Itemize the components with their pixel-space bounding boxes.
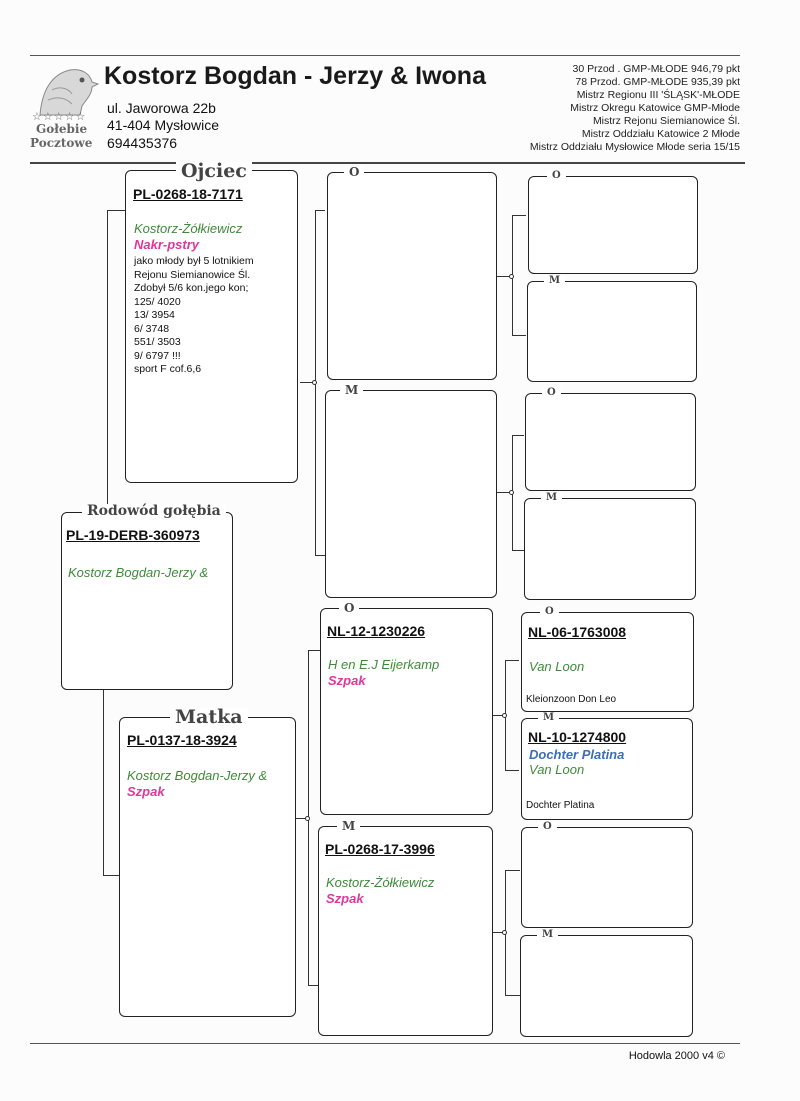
connector-knob bbox=[502, 713, 507, 718]
mf-breeder: H en E.J Eijerkamp bbox=[328, 657, 440, 672]
mf-ring: NL-12-1230226 bbox=[327, 623, 426, 639]
note-line: Zdobył 5/6 kon.jego kon; bbox=[134, 282, 249, 294]
achievements-list bbox=[530, 63, 740, 154]
mother-color: Szpak bbox=[127, 784, 165, 799]
mm-card[interactable] bbox=[318, 819, 493, 1036]
mfm-breeder: Van Loon bbox=[529, 762, 585, 777]
note-line: 6/ 3748 bbox=[134, 322, 170, 335]
connector-knob bbox=[502, 930, 507, 935]
mff-breeder: Van Loon bbox=[529, 659, 585, 674]
address-line1: ul. Jaworowa 22b bbox=[107, 100, 216, 116]
father-card[interactable] bbox=[125, 160, 298, 483]
achievement: 78 Przod. GMP-MŁODE 935,39 pkt bbox=[575, 76, 740, 88]
note-line: jako młody był 5 lotnikiem bbox=[134, 255, 254, 267]
note-line: 551/ 3503 bbox=[134, 336, 181, 348]
ff-tag: O bbox=[344, 166, 364, 178]
mm-breeder: Kostorz-Żółkiewicz bbox=[326, 875, 435, 890]
connector bbox=[512, 215, 526, 216]
mfm-ring: NL-10-1274800 bbox=[528, 729, 627, 745]
connector bbox=[107, 210, 125, 211]
fm-tag: M bbox=[340, 384, 363, 396]
connector bbox=[308, 650, 320, 651]
mf-color: Szpak bbox=[328, 673, 366, 688]
mmm-tag: M bbox=[537, 930, 558, 940]
mmf-tag: O bbox=[538, 822, 557, 832]
subject-ring: PL-19-DERB-360973 bbox=[66, 527, 200, 543]
fff-tag: O bbox=[547, 171, 566, 181]
mfm-tag: M bbox=[538, 713, 559, 723]
mfm-note: Dochter Platina bbox=[526, 800, 595, 811]
mm-tag: M bbox=[337, 820, 360, 832]
address-line2: 41-404 Mysłowice bbox=[107, 117, 220, 133]
connector bbox=[512, 550, 524, 551]
note-line: Rejonu Siemianowice Śl. bbox=[134, 268, 251, 281]
header-bottom-rule bbox=[30, 162, 745, 164]
achievement: 30 Przod . GMP-MŁODE 946,79 pkt bbox=[572, 63, 740, 75]
mother-ring: PL-0137-18-3924 bbox=[127, 732, 237, 748]
achievement: Mistrz Oddziału Katowice 2 Młode bbox=[581, 128, 740, 140]
connector bbox=[505, 770, 519, 771]
subject-owner: Kostorz Bogdan-Jerzy & bbox=[68, 565, 209, 580]
mf-card[interactable] bbox=[320, 601, 493, 815]
mother-tag: Matka bbox=[170, 708, 248, 727]
mfm-card[interactable] bbox=[521, 712, 693, 820]
achievement: Mistrz Rejonu Siemianowice Śl. bbox=[592, 115, 740, 127]
mff-tag: O bbox=[540, 607, 559, 617]
note-line: 125/ 4020 bbox=[134, 295, 181, 308]
connector bbox=[505, 870, 520, 871]
ffm-card[interactable] bbox=[527, 275, 697, 382]
connector bbox=[315, 555, 325, 556]
logo-line2: Pocztowe bbox=[30, 136, 93, 150]
achievement: Mistrz Oddziału Mysłowice Młode seria 15/15 bbox=[529, 141, 740, 153]
note-line: 13/ 3954 bbox=[134, 309, 175, 321]
fm-card[interactable] bbox=[325, 383, 497, 598]
breeder-name: Kostorz Bogdan - Jerzy & Iwona bbox=[104, 62, 486, 90]
mm-ring: PL-0268-17-3996 bbox=[325, 841, 435, 857]
note-line: sport F cof.6,6 bbox=[134, 363, 202, 375]
subject-tag: Rodowód gołębia bbox=[82, 504, 226, 518]
connector bbox=[103, 690, 104, 875]
logo-line1: Gołebie bbox=[36, 122, 88, 136]
subject-card[interactable] bbox=[61, 503, 233, 690]
fmm-card[interactable] bbox=[524, 492, 696, 600]
fmf-card[interactable] bbox=[525, 387, 696, 491]
mfm-name: Dochter Platina bbox=[529, 747, 625, 762]
connector bbox=[107, 210, 108, 510]
mff-card[interactable] bbox=[521, 606, 694, 712]
footer-credit: Hodowla 2000 v4 © bbox=[628, 1050, 725, 1062]
father-breeder: Kostorz-Żółkiewicz bbox=[134, 221, 243, 236]
connector bbox=[512, 335, 526, 336]
fmf-tag: O bbox=[542, 388, 561, 398]
mmf-card[interactable] bbox=[521, 821, 693, 928]
connector-knob bbox=[509, 274, 514, 279]
connector bbox=[315, 210, 325, 211]
ff-card[interactable] bbox=[327, 165, 497, 380]
connector-knob bbox=[509, 490, 514, 495]
mother-card[interactable] bbox=[119, 706, 296, 1017]
achievement: Mistrz Okregu Katowice GMP-Młode bbox=[570, 102, 740, 114]
connector-knob bbox=[312, 380, 317, 385]
mff-note: Kleionzoon Don Leo bbox=[526, 694, 617, 705]
mother-breeder: Kostorz Bogdan-Jerzy & bbox=[127, 768, 268, 783]
fff-card[interactable] bbox=[528, 170, 698, 274]
logo-stars: ☆☆☆☆☆ bbox=[32, 111, 87, 123]
father-ring: PL-0268-18-7171 bbox=[133, 186, 243, 202]
connector bbox=[505, 995, 520, 996]
fmm-tag: M bbox=[541, 493, 562, 503]
mmm-card[interactable] bbox=[520, 929, 693, 1037]
ffm-tag: M bbox=[544, 276, 565, 286]
connector bbox=[505, 660, 519, 661]
connector bbox=[512, 435, 524, 436]
footer-rule bbox=[30, 1043, 740, 1044]
connector-knob bbox=[305, 816, 310, 821]
header-top-rule bbox=[30, 55, 740, 56]
connector bbox=[103, 875, 119, 876]
mff-ring: NL-06-1763008 bbox=[528, 624, 627, 640]
father-tag: Ojciec bbox=[176, 162, 252, 181]
note-line: 9/ 6797 !!! bbox=[134, 349, 181, 362]
phone: 694435376 bbox=[107, 135, 178, 151]
mm-color: Szpak bbox=[326, 891, 364, 906]
achievement: Mistrz Regionu III 'ŚLĄSK'-MŁODE bbox=[576, 89, 740, 101]
father-notes bbox=[134, 255, 254, 377]
mf-tag: O bbox=[339, 602, 359, 614]
father-color: Nakr-pstry bbox=[134, 237, 200, 252]
